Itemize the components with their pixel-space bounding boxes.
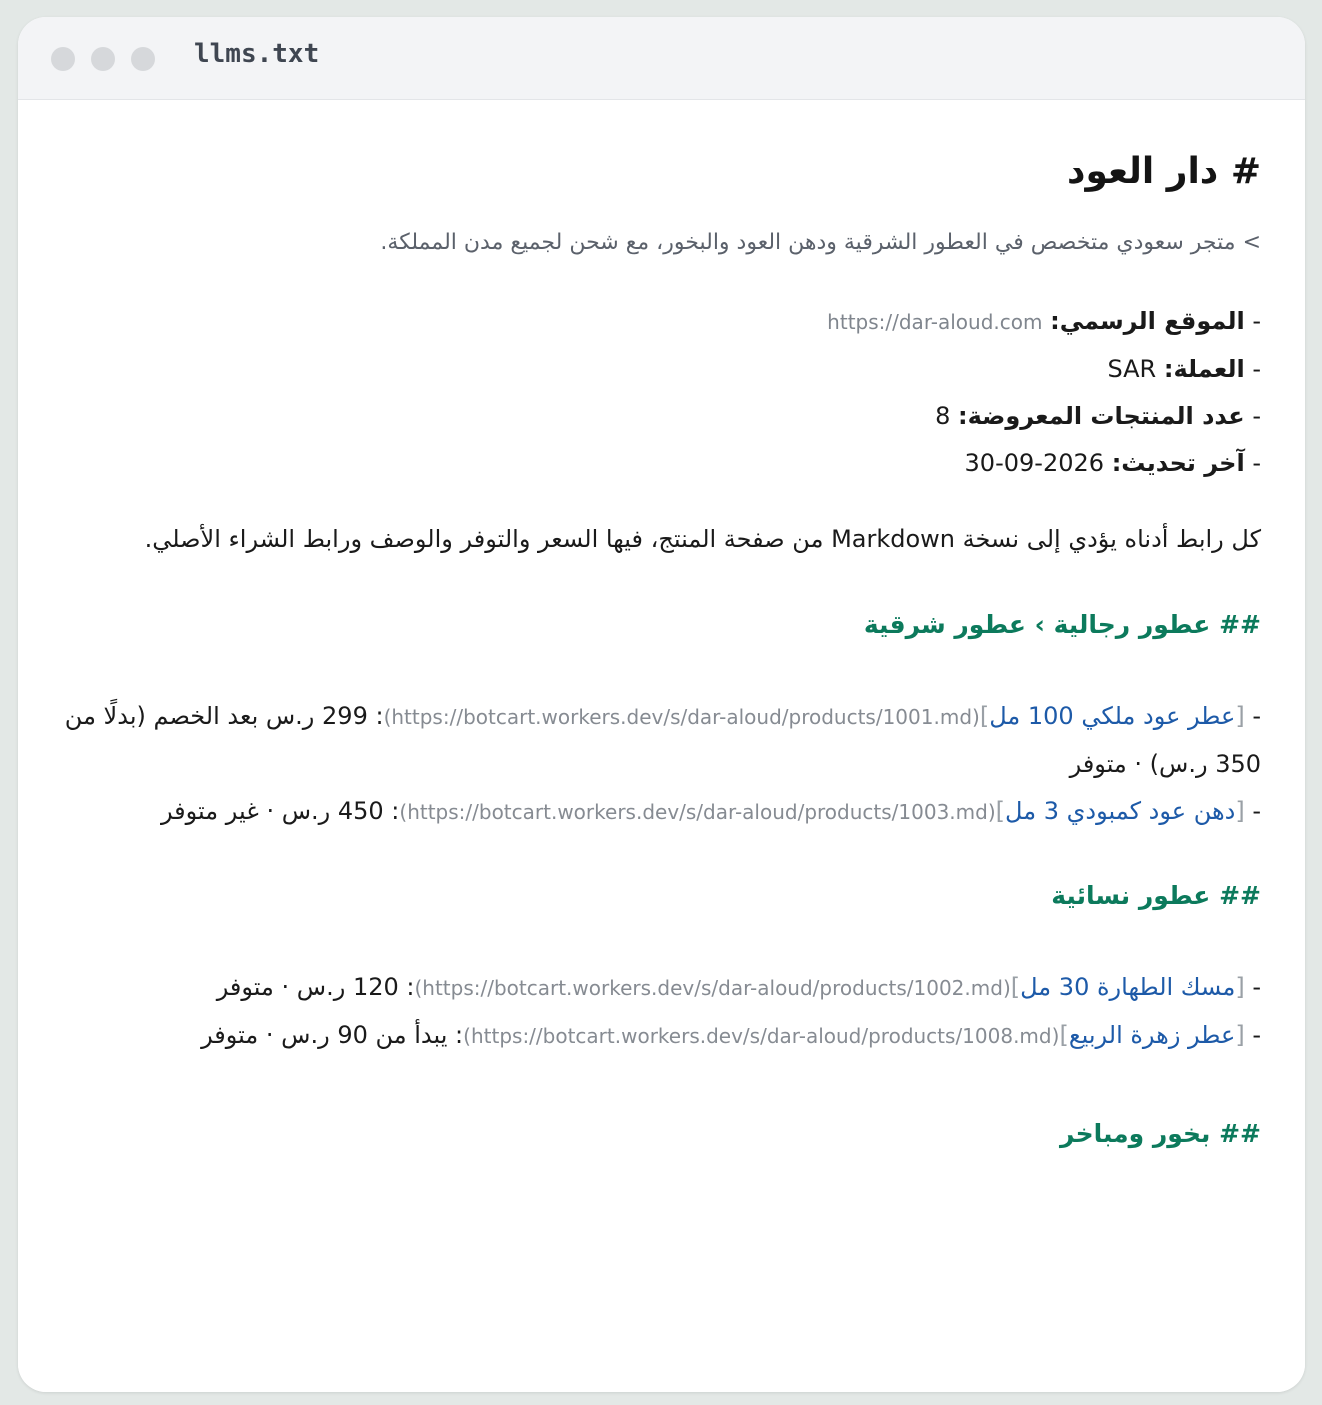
meta-item-website: - الموقع الرسمي: https://dar-aloud.com xyxy=(827,307,1261,335)
product-url[interactable]: https://botcart.workers.dev/s/dar-aloud/products/1003.md xyxy=(407,800,988,824)
heading-text: دار العود xyxy=(1066,151,1219,192)
quote-text: متجر سعودي متخصص في العطور الشرقية ودهن العود والبخور، مع شحن لجميع مدن المملكة. xyxy=(380,230,1236,255)
product-link[interactable]: مسك الطهارة 30 مل xyxy=(1020,973,1236,1001)
product-url[interactable]: https://botcart.workers.dev/s/dar-aloud/products/1001.md xyxy=(391,705,973,729)
product-url[interactable]: https://botcart.workers.dev/s/dar-aloud/products/1008.md xyxy=(470,1024,1052,1048)
product-details: : يبدأ من 90 ر.س · متوفر xyxy=(201,1021,464,1049)
product-details: : 450 ر.س · غير متوفر xyxy=(160,797,400,825)
list-item: - [عطر زهرة الربيع](https://botcart.workers.dev/s/dar-aloud/products/1008.md): يبدأ من 90 ر.س · متوفر xyxy=(201,1021,1261,1049)
meta-item-product-count: - عدد المنتجات المعروضة: 8 xyxy=(935,402,1261,430)
heading-marker: # xyxy=(1230,151,1261,192)
doc-heading xyxy=(58,149,1261,195)
close-window-button[interactable] xyxy=(51,47,75,71)
document-content[interactable] xyxy=(18,100,1305,1392)
meta-list xyxy=(58,298,1261,487)
list-item: - [مسك الطهارة 30 مل](https://botcart.workers.dev/s/dar-aloud/products/1002.md): 120 ر.س · متوفر xyxy=(216,973,1261,1001)
meta-value: 8 xyxy=(935,402,951,430)
list-item: - [دهن عود كمبودي 3 مل](https://botcart.workers.dev/s/dar-aloud/products/1003.md): 450 ر.س · غير متوفر xyxy=(160,797,1261,825)
meta-label: الموقع الرسمي: xyxy=(1050,307,1245,335)
product-link[interactable]: دهن عود كمبودي 3 مل xyxy=(1005,797,1236,825)
maximize-window-button[interactable] xyxy=(131,47,155,71)
meta-label: عدد المنتجات المعروضة: xyxy=(957,402,1245,430)
website-url[interactable]: https://dar-aloud.com xyxy=(827,310,1043,334)
window-title: llms.txt xyxy=(194,39,320,69)
product-details: : 120 ر.س · متوفر xyxy=(216,973,415,1001)
product-url[interactable]: https://botcart.workers.dev/s/dar-aloud/products/1002.md xyxy=(422,976,1003,1000)
meta-label: العملة: xyxy=(1163,355,1245,383)
quote-marker: > xyxy=(1242,230,1261,255)
title-bar xyxy=(18,17,1305,100)
product-list xyxy=(58,693,1261,836)
section-heading: ## عطور نسائية xyxy=(1051,881,1261,910)
window xyxy=(18,17,1305,1392)
product-link[interactable]: عطر عود ملكي 100 مل xyxy=(989,702,1236,730)
intro-paragraph: كل رابط أدناه يؤدي إلى نسخة Markdown من صفحة المنتج، فيها السعر والتوفر والوصف ورابط الشراء الأصلي. xyxy=(144,525,1261,553)
product-link[interactable]: عطر زهرة الربيع xyxy=(1068,1021,1236,1049)
product-details: : 299 ر.س بعد الخصم (بدلًا من 350 ر.س) · متوفر xyxy=(64,702,1261,778)
blockquote xyxy=(58,226,1261,260)
meta-item-currency: - العملة: SAR xyxy=(1107,355,1261,383)
section-heading: ## بخور ومباخر xyxy=(1060,1119,1261,1148)
meta-value: SAR xyxy=(1107,355,1157,383)
minimize-window-button[interactable] xyxy=(91,47,115,71)
section-heading: ## عطور رجالية › عطور شرقية xyxy=(863,610,1261,639)
meta-item-last-updated: - آخر تحديث: 2026-09-30 xyxy=(964,449,1261,477)
meta-label: آخر تحديث: xyxy=(1111,449,1245,477)
product-list xyxy=(58,964,1261,1060)
list-item: - [عطر عود ملكي 100 مل](https://botcart.workers.dev/s/dar-aloud/products/1001.md): 299 ر.س بعد الخصم (بدلًا من 350 ر.س) · متوفر xyxy=(64,702,1261,778)
meta-value: 2026-09-30 xyxy=(964,449,1105,477)
